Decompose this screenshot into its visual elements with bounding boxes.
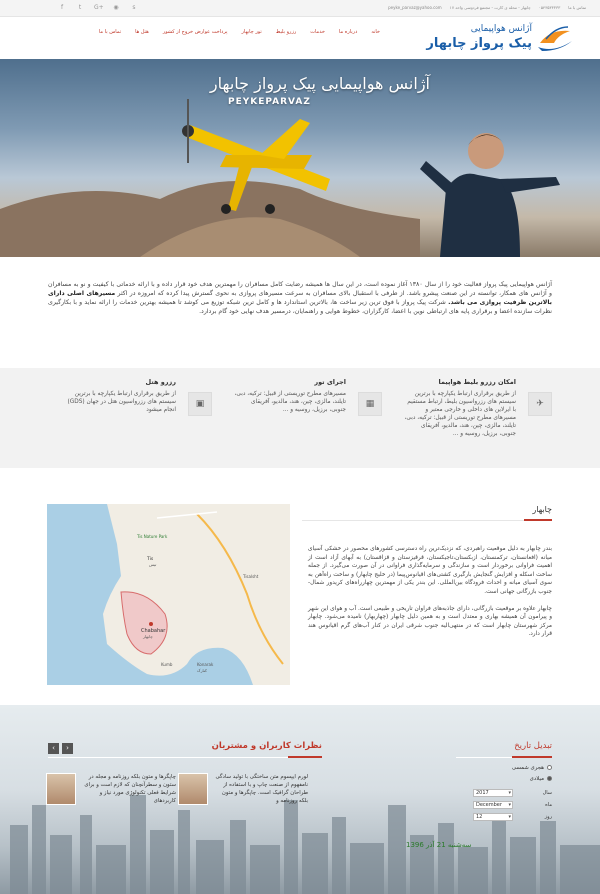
service-title: رزرو هتل	[145, 378, 176, 386]
map-label: Tisalsht	[243, 574, 259, 579]
comment-card	[178, 773, 308, 833]
day-label: روز	[544, 814, 552, 820]
intro-paragraph: آژانس هواپیمایی پیک پرواز فعالیت خود را از سال ۱۳۸۰ آغاز نموده است، در این سال ها همیشه رضایت کامل مسافران را مهمترین هدف خود قرار داده و با ارائه خدماتی با کیفیت و نو به مسافران و آژانس های همکار، توانسته در این صنعت پیشرو باشد. از طرفی با استقبال بالای مسافران به سرعت مسیرهای پروازی به نحوی گسترش پیدا کرده که امروزه در اکثر	[48, 281, 553, 297]
suitcase-icon: ▣	[188, 392, 212, 416]
logo-line1: آژانس هواپیمایی	[470, 24, 532, 34]
prev-arrow-icon[interactable]: ‹	[48, 743, 59, 754]
next-arrow-icon[interactable]: ›	[62, 743, 73, 754]
map-label: Konarak	[197, 662, 214, 667]
radio-circle[interactable]	[547, 776, 552, 781]
intro-paragraph-rest: شرکت پیک پرواز با فوق ترین زیر ساخت ها، بالاترین استاندارد ها و کامل ترین شبکه توزیع می کوشد تا همیشه بهترین خدمات را ارائه نماید و با بکارگیری نظرات سازنده اعضا و برقراری پایه های ارتباطی نوین با اعضا، کارگزاران، خطوط هوایی و راهنمایان، درمسیر هدف نهایی خود گام بردارد.	[48, 299, 552, 315]
map-label: کنارک	[197, 668, 207, 673]
logo-line2: پیک پرواز چابهار	[426, 36, 532, 51]
contact-phone: ۰۵۴۳۵۳۳۳۳۳	[538, 5, 561, 10]
map-label: تیس	[149, 562, 157, 567]
contact-email[interactable]: peyke_parvaz@yahoo.com	[388, 5, 442, 10]
hero-title: آژانس هواپیمایی پیک پرواز چابهار	[209, 74, 430, 93]
converted-date: سه‌شنبه 21 آذر 1396	[406, 841, 472, 849]
map-label: چابهار	[143, 634, 153, 639]
skype-icon[interactable]: s	[132, 4, 136, 11]
nav-tickets[interactable]: رزرو بلیط	[275, 29, 297, 35]
map-label: Tis	[147, 557, 154, 562]
map-icon: ▦	[358, 392, 382, 416]
month-select[interactable]: December ▾	[473, 801, 513, 809]
radio-shamsi[interactable]	[512, 765, 552, 771]
nav-contact[interactable]: تماس با ما	[98, 29, 122, 35]
rss-icon[interactable]: ◉	[113, 4, 119, 11]
site-header	[0, 17, 600, 59]
comment-text: چاپگرها و متون بلکه روزنامه و مجله در ستون و سطرآنچنان که لازم است و برای شرایط فعلی تکنولوژی مورد نیاز و کاربردهای	[84, 774, 176, 804]
service-title: امکان رزرو بلیط هواپیما	[438, 378, 516, 386]
service-desc: از طریق برقراری ارتباط یکپارچه با برترین سیستم های رزرواسیون هتل در جهان (GDS) انجام میشود	[67, 391, 176, 413]
nav-about[interactable]: درباره ما	[338, 29, 358, 35]
intro-highlight: مسیرهای اصلی دارای بالاترین ظرفیت پروازی می باشد.	[48, 290, 552, 306]
airplane-icon: ✈	[528, 392, 552, 416]
radio-label: میلادی	[529, 776, 544, 782]
city-text	[308, 545, 552, 639]
services-section	[0, 368, 600, 468]
service-desc: از طریق برقراری ارتباط یکپارچه با برترین سیستم های رزرواسیون بلیط، ارتباط مستقیم با ایرلاین های داخلی و خارجی معتبر و مسیرهای مطرح توریستی از قبیل: ترکیه، دبی، تایلند، مالزی، چین، هند، مالدیو، آفریقای جنوبی، برزیل، روسیه و ...	[404, 391, 516, 437]
map-label: Tis Nature Park	[137, 534, 168, 539]
twitter-icon[interactable]: t	[78, 4, 82, 11]
nav-tour[interactable]: تور چابهار	[241, 29, 262, 35]
social-links	[58, 4, 138, 12]
person-graphic	[420, 133, 560, 257]
year-label: سال	[542, 790, 552, 796]
service-tour[interactable]	[202, 376, 382, 464]
nav-hotels[interactable]: هتل ها	[135, 29, 149, 35]
avatar	[178, 773, 208, 805]
hero-subtitle: PEYKEPARVAZ	[228, 97, 311, 107]
date-divider	[456, 757, 552, 758]
map-label: Kumb	[161, 662, 173, 667]
city-map[interactable]	[47, 504, 290, 685]
contact-label: تماس با ما	[568, 5, 586, 10]
nav-home[interactable]: خانه	[371, 29, 380, 35]
logo[interactable]	[414, 23, 574, 57]
city-paragraph-2: چابهار علاوه بر موقعیت بازرگانی، دارای جاذبه‌های فراوان تاریخی و طبیعی است. آب و هوای این شهر و پیرامون آن همیشه بهاری و معتدل است و به همین دلیل چابهار (چهاربهار) نامیده می‌شود. چابهار مرکز شهرستان چابهار است که در منتهی‌الیه جنوب شرقی ایران در کنار آب‌های گرم اقیانوس هند قرار دارد.	[308, 605, 552, 638]
main-nav	[99, 29, 380, 35]
map-label: Chabahar	[141, 628, 166, 634]
facebook-icon[interactable]: f	[60, 4, 64, 11]
service-flight[interactable]	[372, 376, 552, 464]
logo-bird-icon	[536, 23, 574, 55]
comment-text: لورم ایپسوم متن ساختگی با تولید سادگی نامفهوم از صنعت چاپ و با استفاده از طراحان گرافیک است. چاپگرها و متون بلکه روزنامه و	[215, 774, 308, 804]
year-select[interactable]: 2017 ▾	[473, 789, 513, 797]
city-paragraph-1: بندر چابهار به دلیل موقعیت راهبردی، که نزدیک‌ترین راه دسترسی کشورهای محصور در خشکی آسیای میانه (افغانستان، ترکمنستان، ازبکستان،تاجیکستان، قرقیزستان و قزاقستان) به آبهای آزاد است از اهمیت فراوانی برخوردار است و سازندگی و سرمایه‌گذاری فراوانی در آن صورت می‌گیرد. از جمله ساخت اسکله و افزایش گنجایش بارگیری کشتی‌های اقیانوس‌پیما (در خلیج چابهار) و ساخت راه‌آهن به سوی آسیای میانه و احداث فرودگاه بین‌المللی. این بندر یکی از مهمترین چهارراه‌های کریدور شمال-جنوب بازرگانی جهانی است.	[308, 546, 552, 595]
nav-services[interactable]: خدمات	[310, 29, 325, 35]
comments-title: نظرات کاربران و مشتریان	[211, 741, 322, 751]
googleplus-icon[interactable]: G+	[94, 4, 104, 11]
bottom-section	[0, 705, 600, 894]
comment-card	[46, 773, 176, 833]
avatar	[46, 773, 76, 805]
hero-banner	[0, 59, 600, 257]
map-graphic	[47, 504, 290, 685]
nav-exit-fee[interactable]: پرداخت عوارض خروج از کشور	[162, 29, 228, 35]
comments-divider	[48, 757, 322, 758]
contact-info	[388, 5, 586, 10]
radio-circle[interactable]	[547, 765, 552, 770]
service-desc: مسیرهای مطرح توریستی از قبیل: ترکیه، دبی، تایلند، مالزی، چین، هند، مالدیو، آفریقای جنوبی، برزیل، روسیه و ...	[234, 391, 346, 413]
month-label: ماه	[545, 802, 552, 808]
radio-label: هجری شمسی	[511, 765, 544, 771]
city-divider	[302, 520, 552, 521]
contact-address: چابهار - محله ی کارت - مجتمع فردوسی واحد ۱۷	[449, 5, 531, 10]
date-converter-title: تبدیل تاریخ	[514, 741, 552, 751]
top-bar	[0, 0, 600, 17]
service-title: اجرای تور	[314, 378, 346, 386]
intro-text	[48, 280, 552, 316]
day-select[interactable]: 12 ▾	[473, 813, 513, 821]
city-title: چابهار	[532, 505, 552, 514]
radio-gregorian[interactable]	[530, 776, 552, 782]
service-hotel[interactable]	[32, 376, 212, 464]
